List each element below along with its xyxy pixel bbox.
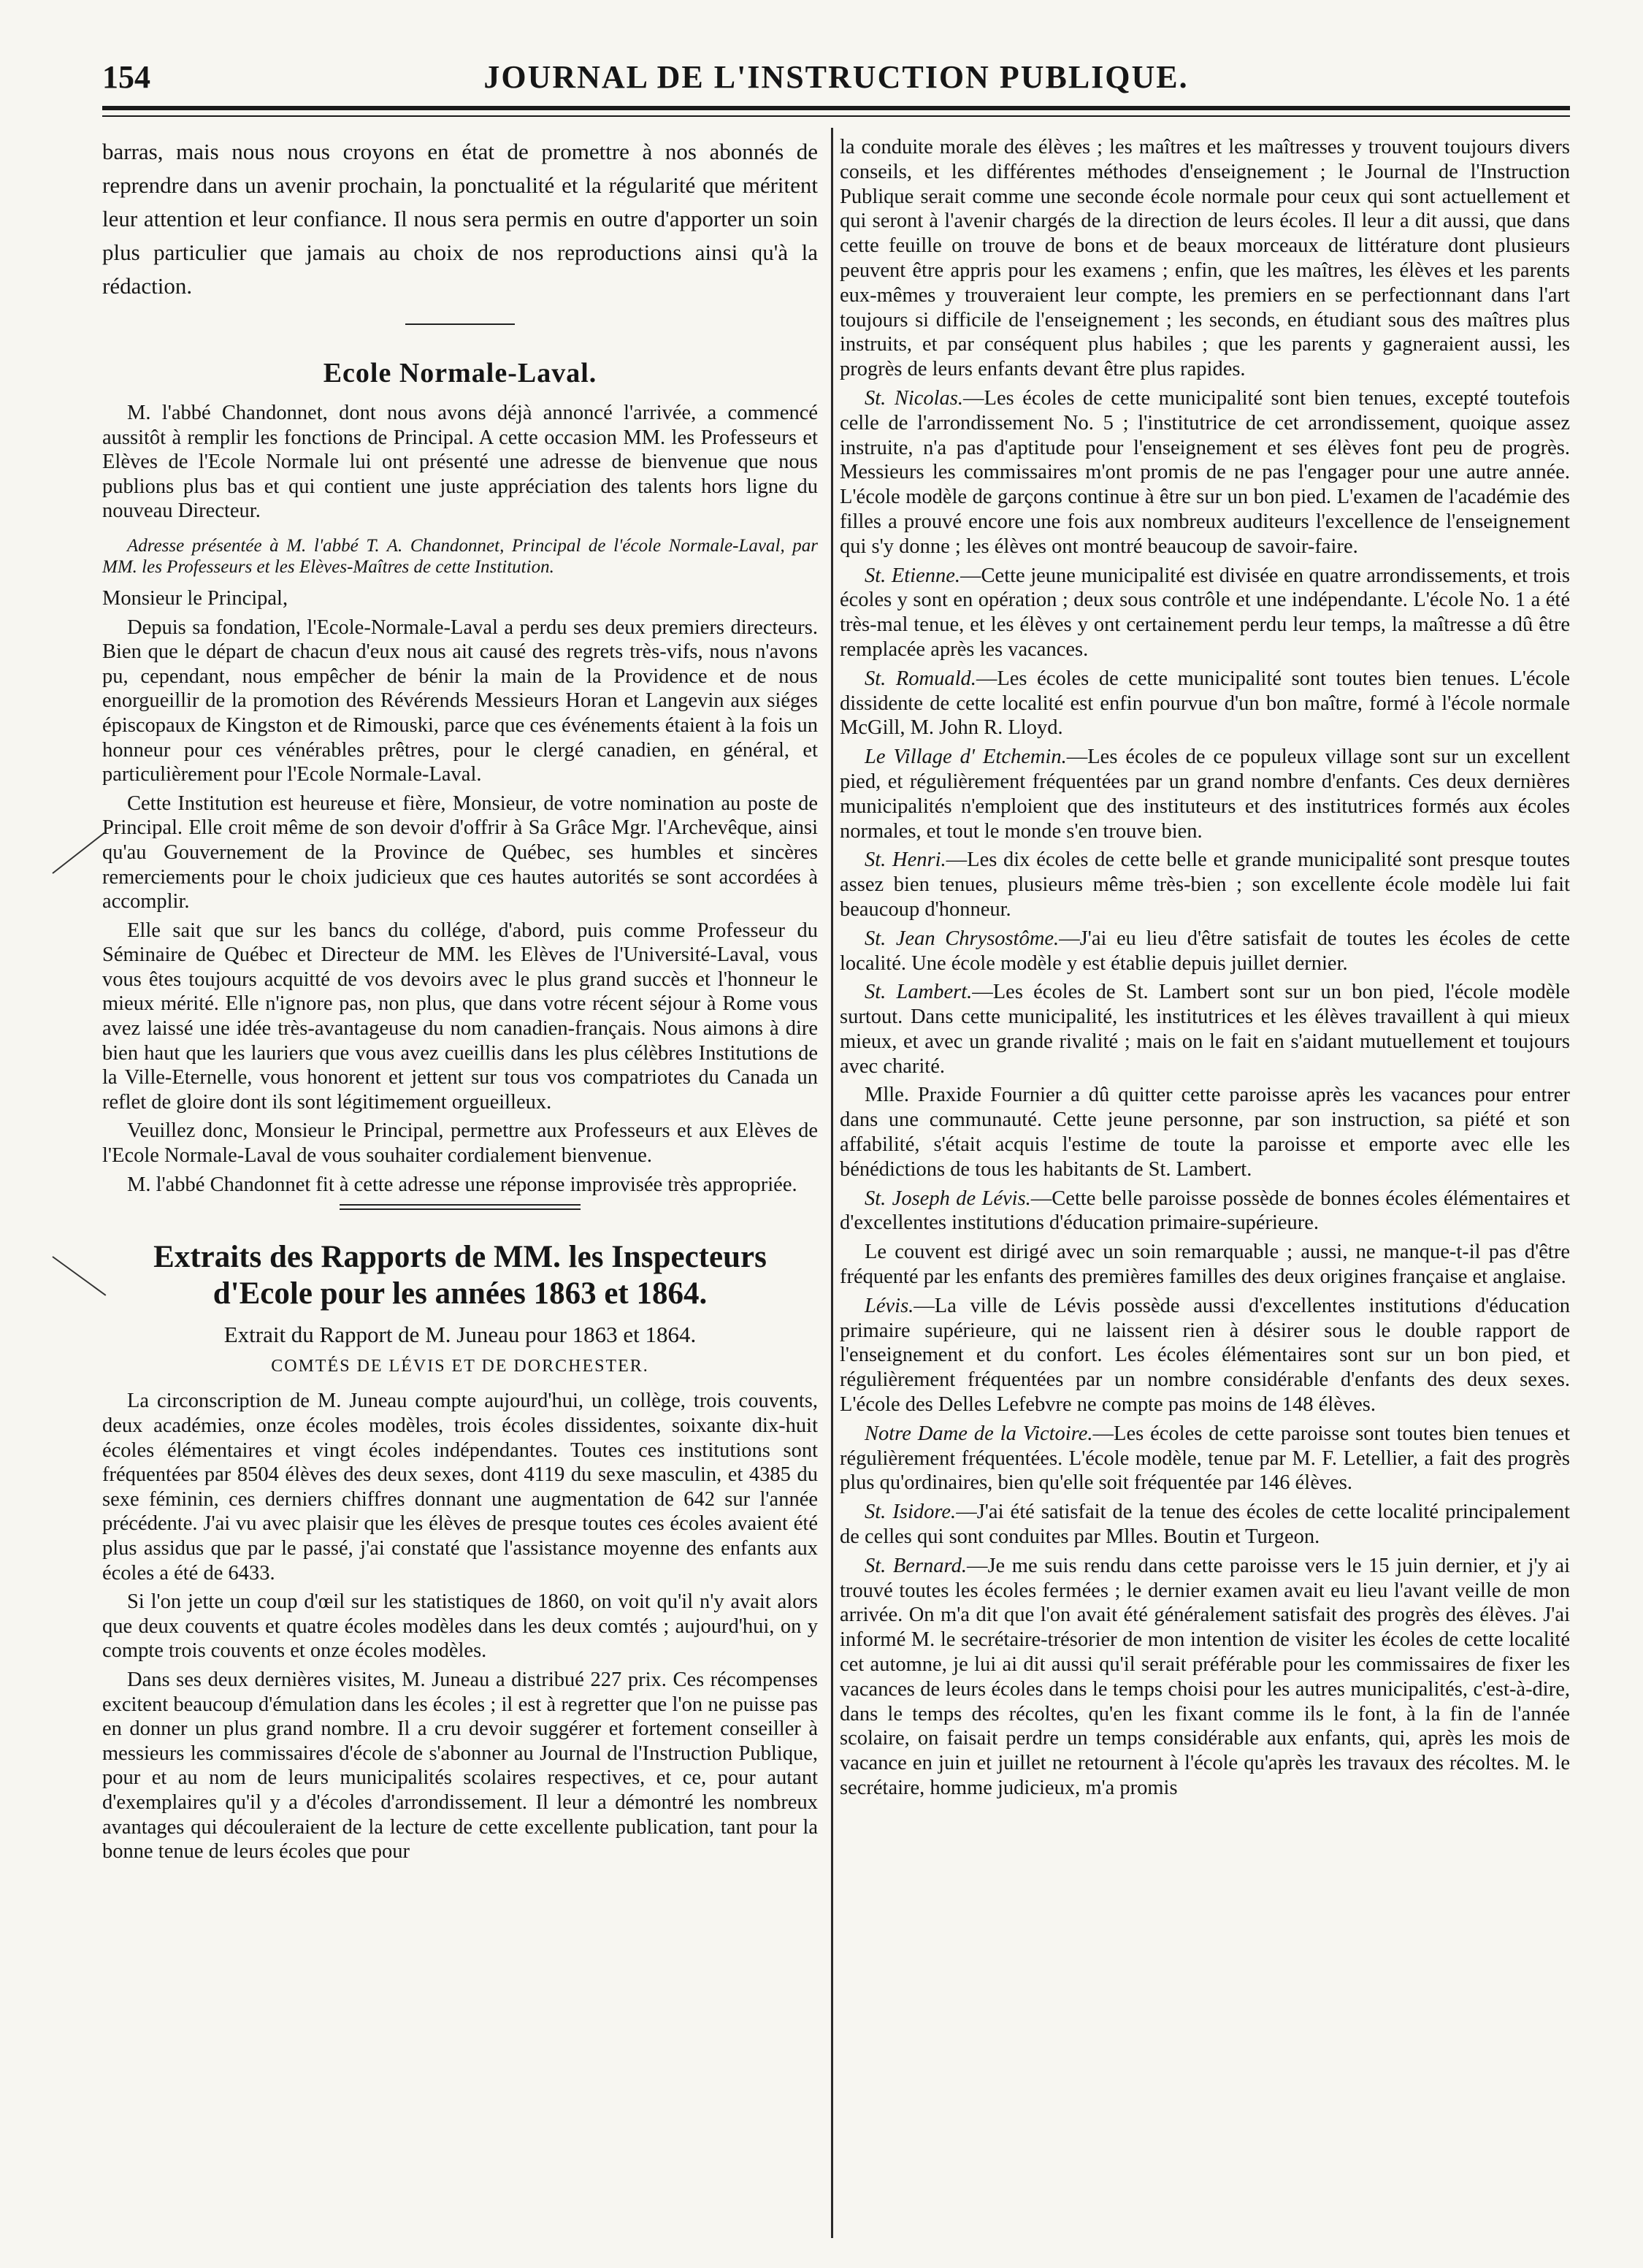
left-column [102,135,818,1869]
place-name: St. Lambert. [865,981,973,1004]
paragraph-text: —J'ai été satisfait de la tenue des écoles de cette localité principalement de celles qui sont conduites par Mlles. Boutin et Turgeon. [840,1501,1571,1549]
paragraph [840,927,1570,976]
right-column [840,135,1570,1805]
paragraph [840,1187,1570,1236]
paragraph-text: —Je me suis rendu dans cette paroisse vers le 15 juin dernier, et j'y ai trouvé toutes les écoles fermées ; le dernier examen avait eu lieu l'avant veille de mon arrivée. On m'a dit que l'on avait été généralement satisfait des progrès des élèves. J'ai informé M. le secrétaire-trésorier de mon intention de visiter les écoles de cette localité cet automne, je lui ai dit aussi qu'il serait préférable pour les commissaires de fixer les vacances de leurs écoles dans le temps choisi pour les autres municipalités, c'est-à-dire, dans le temps des récoltes, qu'en les fixant comme ils le font, à la fin de l'année scolaire, on faisait perdre un temps considérable aux enfants, qui, après les mois de vacance en juin et juillet ne retournent à l'école qu'après les travaux des récoltes. M. le secrétaire, homme judicieux, m'a promis [840,1554,1570,1799]
paragraph: La circonscription de M. Juneau compte aujourd'hui, un collège, trois couvents, deux académies, onze écoles modèles, trois écoles dissidentes, soixante dix-huit écoles élémentaires et vingt écoles indépendantes. Toutes ces institutions sont fréquentées par 8504 élèves des deux sexes, dont 4119 du sexe masculin, et 4385 du sexe féminin, ces derniers chiffres donnant une augmentation de 642 sur l'année précédente. J'ai vu avec plaisir que les élèves de presque toutes ces écoles avaient été plus assidus que par le passé, j'ai constaté que l'assistance moyenne des enfants aux écoles a été de 6433. [102,1390,818,1585]
place-name: Notre Dame de la Victoire. [865,1422,1093,1445]
counties-heading: COMTÉS DE LÉVIS ET DE DORCHESTER. [271,1356,649,1376]
section-heading: Extraits des Rapports de MM. les Inspecteurs d'Ecole pour les années 1863 et 1864. [153,1240,767,1311]
paragraph: barras, mais nous nous croyons en état de promettre à nos abonnés de reprendre dans un avenir prochain, la ponctualité et la régularité que méritent leur attention et leur confiance. Il nous sera permis en outre d'apporter un soin plus particulier que jamais au choix de nos reproductions ainsi qu'à la rédaction. [102,139,818,299]
paragraph [840,745,1570,843]
paragraph: Dans ses deux dernières visites, M. Juneau a distribué 227 prix. Ces récompenses excitent beaucoup d'émulation dans les écoles ; il est à regretter que l'on ne puisse pas en donner un plus grand nombre. Il a cru devoir suggérer et fortement conseiller à messieurs les commissaires d'école de s'abonner au Journal de l'Instruction Publique, pour et au nom de leurs municipalités scolaires respectives, et ce, pour autant d'exemplaires qu'il y a d'écoles d'arrondissement. Il leur a démontré les nombreux avantages qui découleraient de la lecture de cette excellente publication, tant pour la bonne tenue de leurs écoles que pour [102,1668,818,1863]
address-caption: Adresse présentée à M. l'abbé T. A. Chandonnet, Principal de l'école Normale-Laval, par MM. les Professeurs et les Elèves-Maîtres de cette Institution. [102,535,818,577]
place-name: St. Etienne. [865,564,961,587]
paragraph-text: —Les écoles de cette municipalité sont bien tenues, excepté toutefois celle de l'arrondissement No. 5 ; l'institutrice de cet arrondissement, quoique assez instruite, n'a pas d'aptitude pour l'enseignement et ses élèves font peu de progrès. Messieurs les commissaires m'ont promis de ne pas l'engager pour une autre année. L'école modèle de garçons continue à être sur un bon pied. L'examen de l'académie des filles a prouvé encore une fois aux nombreux auditeurs l'excellence de l'enseignement qui s'y donne ; les élèves ont montré beaucoup de savoir-faire. [840,386,1570,558]
paragraph [840,386,1570,559]
paragraph [840,1294,1570,1417]
place-name: St. Romuald. [865,667,976,690]
header-rule-thick [102,106,1570,110]
column-divider [831,128,833,2238]
lead-paragraph-block [102,135,818,303]
page-number: 154 [102,59,150,95]
place-name: St. Isidore. [865,1501,957,1524]
paragraph: M. l'abbé Chandonnet, dont nous avons déjà annoncé l'arrivée, a commencé aussitôt à remplir les fonctions de Principal. A cette occasion MM. les Professeurs et Elèves de l'Ecole Normale lui ont présenté une adresse de bienvenue que nous publions plus bas et qui contient une juste appréciation des talents hors ligne du nouveau Directeur. [102,402,818,523]
header-rule-thin [102,115,1570,117]
place-name: St. Bernard. [865,1554,967,1577]
paragraph: M. l'abbé Chandonnet fit à cette adresse une réponse improvisée très appropriée. [127,1173,797,1196]
paragraph-text: —Les écoles de St. Lambert sont sur un bon pied, l'école modèle surtout. Dans cette municipalité, les institutrices et les élèves travaillent à qui mieux mieux, et avec un grande rivalité ; mais on le fait en s'aidant mutuellement et toujours avec charité. [840,981,1570,1078]
paragraph-text: —La ville de Lévis possède aussi d'excellentes institutions d'éducation primaire supérieure, qui ne laissent rien à désirer sous le double rapport de l'enseignement et du confort. Les écoles élémentaires sont sur un bon pied, et régulièrement fréquentées par un nombre considérable d'enfants des deux sexes. L'école des Delles Lefebvre ne compte pas moins de 148 élèves. [840,1294,1570,1417]
paragraph: Elle sait que sur les bancs du collége, d'abord, puis comme Professeur du Séminaire de Québec et Directeur de MM. les Elèves de l'Université-Laval, vous vous êtes toujours acquitté de vos devoirs avec le plus grand succès et l'honneur le mieux mérité. Elle n'ignore pas, non plus, que dans votre récent séjour à Rome vous avez laissé une idée très-avantageuse du nom canadien-français. Nous aimons à dire bien haut que les lauriers que vous avez cueillis dans les plus célèbres Institutions de la Ville-Eternelle, vous honorent et jettent sur tous vos compatriotes du Canada un reflet de gloire dont ils sont légitimement orgueilleux. [102,919,818,1114]
paragraph: Depuis sa fondation, l'Ecole-Normale-Laval a perdu ses deux premiers directeurs. Bien que le départ de chacun d'eux nous ait causé des regrets très-vifs, nous n'avons pu, cependant, nous empêcher de bénir la main de la Providence et de nous enorgueillir de la promotion des Révérends Messieurs Horan et Langevin aux siéges épiscopaux de Kingston et de Rimouski, parce que ces événements étaient à la fois un honneur pour ces vénérables prêtres, pour le clergé canadien, en général, et particulièrement pour l'Ecole Normale-Laval. [102,616,818,786]
paragraph [840,1500,1570,1549]
paragraph: Mlle. Praxide Fournier a dû quitter cette paroisse après les vacances pour entrer dans une communauté. Cette jeune personne, par son instruction, sa piété et son affabilité, s'était acquis l'estime de toute la paroisse et emporte avec elle les bénédictions de tous les habitants de St. Lambert. [840,1084,1570,1181]
place-name: St. Joseph de Lévis. [865,1187,1031,1210]
salutation: Monsieur le Principal, [102,586,288,610]
place-name: St. Jean Chrysostôme. [865,927,1060,950]
place-name: St. Nicolas. [865,386,964,410]
paragraph [840,667,1570,740]
margin-annotation-stroke [52,1256,106,1296]
paragraph-text: —Les écoles de cette municipalité sont toutes bien tenues. L'école dissidente de cette localité est enfin pourvue d'un bon maître, formé à l'école normale McGill, M. John R. Lloyd. [840,667,1570,740]
place-name: Lévis. [865,1294,914,1317]
place-name: Le Village d' Etchemin. [865,746,1067,769]
paragraph [840,848,1570,922]
page-header [102,44,1570,110]
paragraph-text: —Cette belle paroisse possède de bonnes écoles élémentaires et d'excellentes institutions d'éducation primaire-supérieure. [840,1187,1570,1235]
running-title: JOURNAL DE L'INSTRUCTION PUBLIQUE. [483,59,1189,95]
margin-annotation-stroke [52,832,104,874]
paragraph-text: —Les dix écoles de cette belle et grande municipalité sont presque toutes assez bien tenues, plusieurs même très-bien ; son excellente école modèle lui fait beaucoup d'honneur. [840,848,1570,921]
paragraph: Veuillez donc, Monsieur le Principal, permettre aux Professeurs et aux Elèves de l'Ecole Normale-Laval de vous souhaiter cordialement bienvenue. [102,1119,818,1168]
paragraph: Le couvent est dirigé avec un soin remarquable ; aussi, ne manque-t-il pas d'être fréquenté par les enfants des premières familles des deux origines française et anglaise. [840,1241,1570,1289]
paragraph-text: —Les écoles de cette paroisse sont toutes bien tenues et régulièrement fréquentées. L'école modèle, tenue par M. F. Letellier, a fait des progrès plus qu'ordinaires, bien qu'elle soit fréquentée par 146 élèves. [840,1422,1570,1495]
paragraph [840,564,1570,662]
section-separator [405,323,515,325]
section-separator [340,1204,581,1210]
paragraph [840,1422,1570,1495]
paragraph [840,1554,1570,1801]
paragraph-text: —J'ai eu lieu d'être satisfait de toutes les écoles de cette localité. Une école modèle y est établie depuis juillet dernier. [840,927,1570,975]
paragraph-text: —Cette jeune municipalité est divisée en quatre arrondissements, et trois écoles y sont en opération ; deux sous contrôle et une indépendante. L'école No. 1 a été très-mal tenue, et les élèves y ont certainement perdu leur temps, la maîtresse a dû être remplacée après les vacances. [840,564,1570,661]
paragraph: Cette Institution est heureuse et fière, Monsieur, de votre nomination au poste de Principal. Elle croit même de son devoir d'offrir à Sa Grâce Mgr. l'Archevêque, ainsi qu'au Gouvernement de la Province de Québec, ses humbles et sincères remerciements pour le choix judicieux que ces hautes autorités se sont accordées à accomplir. [102,792,818,913]
paragraph-text: —Les écoles de ce populeux village sont sur un excellent pied, et régulièrement fréquentées par un grand nombre d'enfants. Ces deux dernières municipalités n'emploient que des instituteurs et des institutrices formés aux écoles normales, et tout le monde s'en trouve bien. [840,746,1571,843]
paragraph [840,980,1570,1079]
paragraph: Si l'on jette un coup d'œil sur les statistiques de 1860, on voit qu'il n'y avait alors que deux couvents et quatre écoles modèles dans les deux comtés ; aujourd'hui, on y compte trois couvents et onze écoles modèles. [102,1590,818,1663]
place-name: St. Henri. [865,848,946,872]
paragraph: la conduite morale des élèves ; les maîtres et les maîtresses y trouvent toujours divers conseils, et les différentes méthodes d'enseignement ; le Journal de l'Instruction Publique serait comme une seconde école normale pour ceux qui sont actuellement et qui seront à l'avenir chargés de la direction de leurs écoles. Il leur a dit aussi, que dans cette feuille on trouve de bons et de beaux morceaux de littérature dont plusieurs peuvent être appris pour les examens ; enfin, que les maîtres, les élèves et les parents eux-mêmes y trouveraient leur compte, les premiers en se perfectionnant dans l'art toujours si difficile de l'enseignement ; les seconds, en étudiant sous des maîtres plus instruits, et par conséquent plus habiles ; que les parents y gagneraient aussi, les progrès de leurs enfants devant être plus rapides. [840,136,1570,381]
report-subtitle: Extrait du Rapport de M. Juneau pour 1863 et 1864. [223,1322,697,1348]
section-heading: Ecole Normale-Laval. [323,358,597,388]
